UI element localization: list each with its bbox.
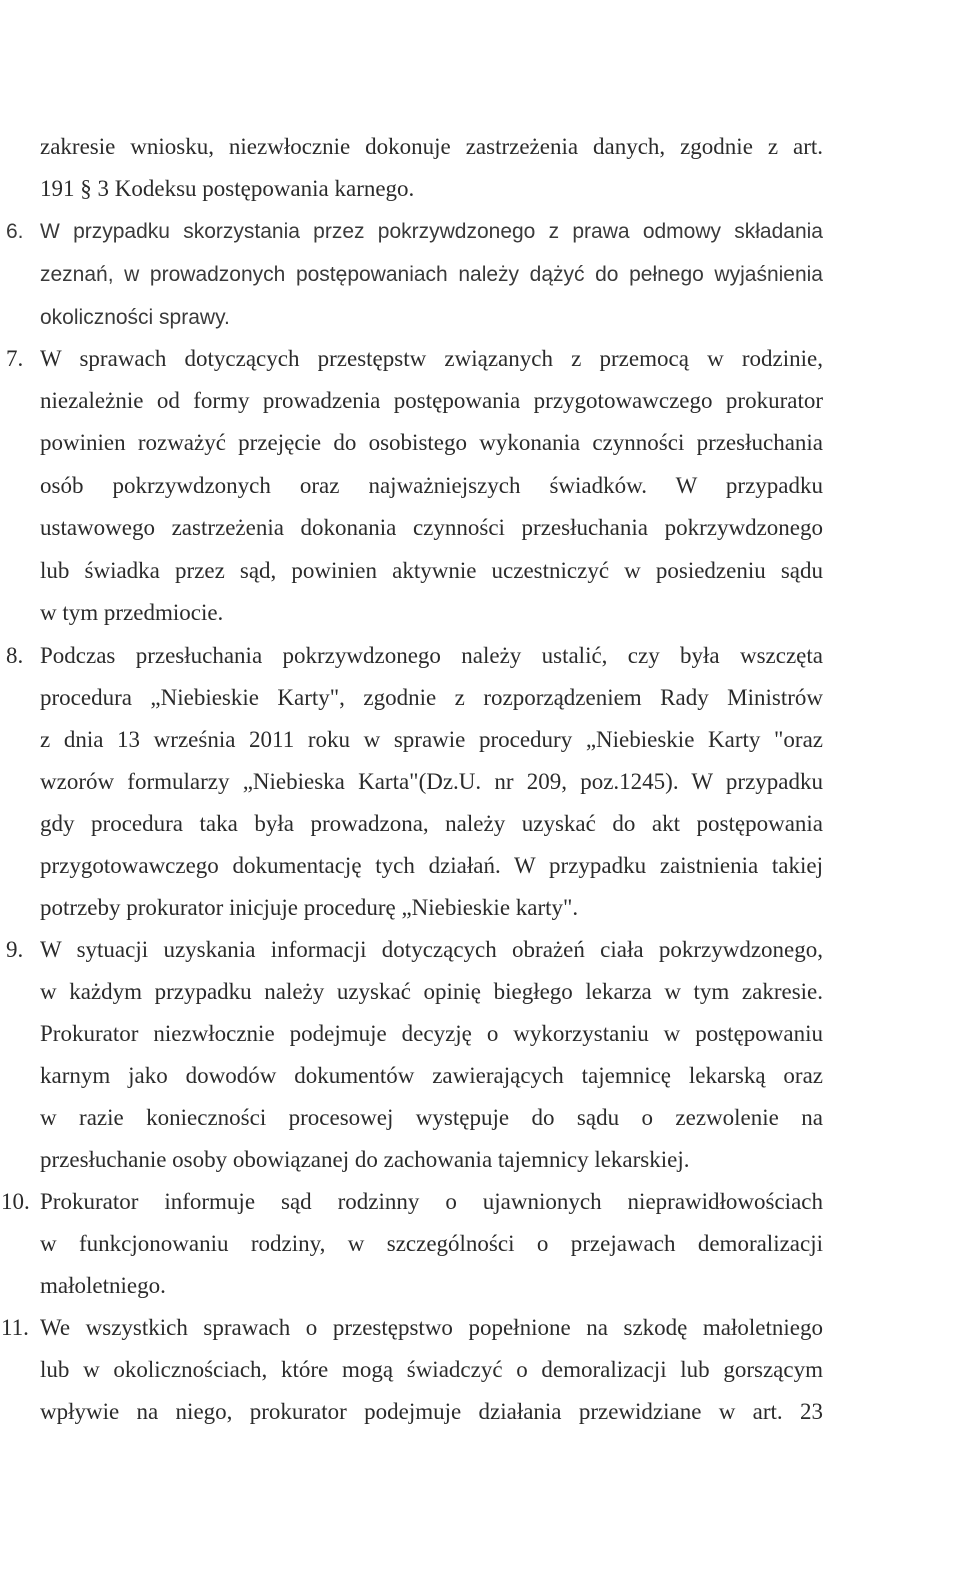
text-line: małoletniego. xyxy=(40,1273,166,1298)
text-line: Prokurator niezwłocznie podejmuje decyzję o wykorzystaniu w postępowaniu xyxy=(40,1021,823,1046)
text-line: We wszystkich sprawach o przestępstwo popełnione na szkodę małoletniego xyxy=(40,1315,823,1340)
text-line: Podczas przesłuchania pokrzywdzonego należy ustalić, czy była wszczęta xyxy=(40,643,823,668)
text-line: W przypadku skorzystania przez pokrzywdzonego z prawa odmowy składania xyxy=(40,220,823,243)
text-line: z dnia 13 września 2011 roku w sprawie procedury „Niebieskie Karty "oraz xyxy=(40,727,823,752)
text-line: niezależnie od formy prowadzenia postępowania przygotowawczego prokurator xyxy=(40,388,823,413)
text-line: gdy procedura taka była prowadzona, należy uzyskać do akt postępowania xyxy=(40,811,823,836)
text-line: 191 § 3 Kodeksu postępowania karnego. xyxy=(40,176,415,201)
text-line: przesłuchanie osoby obowiązanej do zachowania tajemnicy lekarskiej. xyxy=(40,1147,690,1172)
text-line: zakresie wniosku, niezwłocznie dokonuje zastrzeżenia danych, zgodnie z art. xyxy=(40,134,823,159)
item-number-10: 10. xyxy=(1,1189,30,1214)
text-line: okoliczności sprawy. xyxy=(40,306,230,329)
text-line: ustawowego zastrzeżenia dokonania czynności przesłuchania pokrzywdzonego xyxy=(40,515,823,540)
text-line: lub w okolicznościach, które mogą świadczyć o demoralizacji lub gorszącym xyxy=(40,1357,823,1382)
item-number-8: 8. xyxy=(6,643,24,668)
text-line: Prokurator informuje sąd rodzinny o ujawnionych nieprawidłowościach xyxy=(40,1189,823,1214)
text-line: przygotowawczego dokumentację tych działań. W przypadku zaistnienia takiej xyxy=(40,853,823,878)
text-line: lub świadka przez sąd, powinien aktywnie uczestniczyć w posiedzeniu sądu xyxy=(40,558,823,583)
text-line: karnym jako dowodów dokumentów zawierających tajemnicę lekarską oraz xyxy=(40,1063,823,1088)
text-line: osób pokrzywdzonych oraz najważniejszych świadków. W przypadku xyxy=(40,473,823,498)
item-number-7: 7. xyxy=(6,346,24,371)
text-line: procedura „Niebieskie Karty", zgodnie z rozporządzeniem Rady Ministrów xyxy=(40,685,823,710)
text-line: w funkcjonowaniu rodziny, w szczególności o przejawach demoralizacji xyxy=(40,1231,823,1256)
text-line: w tym przedmiocie. xyxy=(40,600,224,625)
item-number-11: 11. xyxy=(1,1315,29,1340)
text-line: wpływie na niego, prokurator podejmuje działania przewidziane w art. 23 xyxy=(40,1399,823,1424)
text-line: zeznań, w prowadzonych postępowaniach należy dążyć do pełnego wyjaśnienia xyxy=(40,263,823,286)
item-number-9: 9. xyxy=(6,937,24,962)
text-line: wzorów formularzy „Niebieska Karta"(Dz.U. nr 209, poz.1245). W przypadku xyxy=(40,769,823,794)
text-line: w każdym przypadku należy uzyskać opinię biegłego lekarza w tym zakresie. xyxy=(40,979,823,1004)
text-line: W sytuacji uzyskania informacji dotyczących obrażeń ciała pokrzywdzonego, xyxy=(40,937,823,962)
text-line: powinien rozważyć przejęcie do osobistego wykonania czynności przesłuchania xyxy=(40,430,823,455)
text-line: W sprawach dotyczących przestępstw związanych z przemocą w rodzinie, xyxy=(40,346,823,371)
text-line: w razie konieczności procesowej występuje do sądu o zezwolenie na xyxy=(40,1105,823,1130)
text-line: potrzeby prokurator inicjuje procedurę „Niebieskie karty". xyxy=(40,895,579,920)
item-number-6: 6. xyxy=(6,220,24,243)
